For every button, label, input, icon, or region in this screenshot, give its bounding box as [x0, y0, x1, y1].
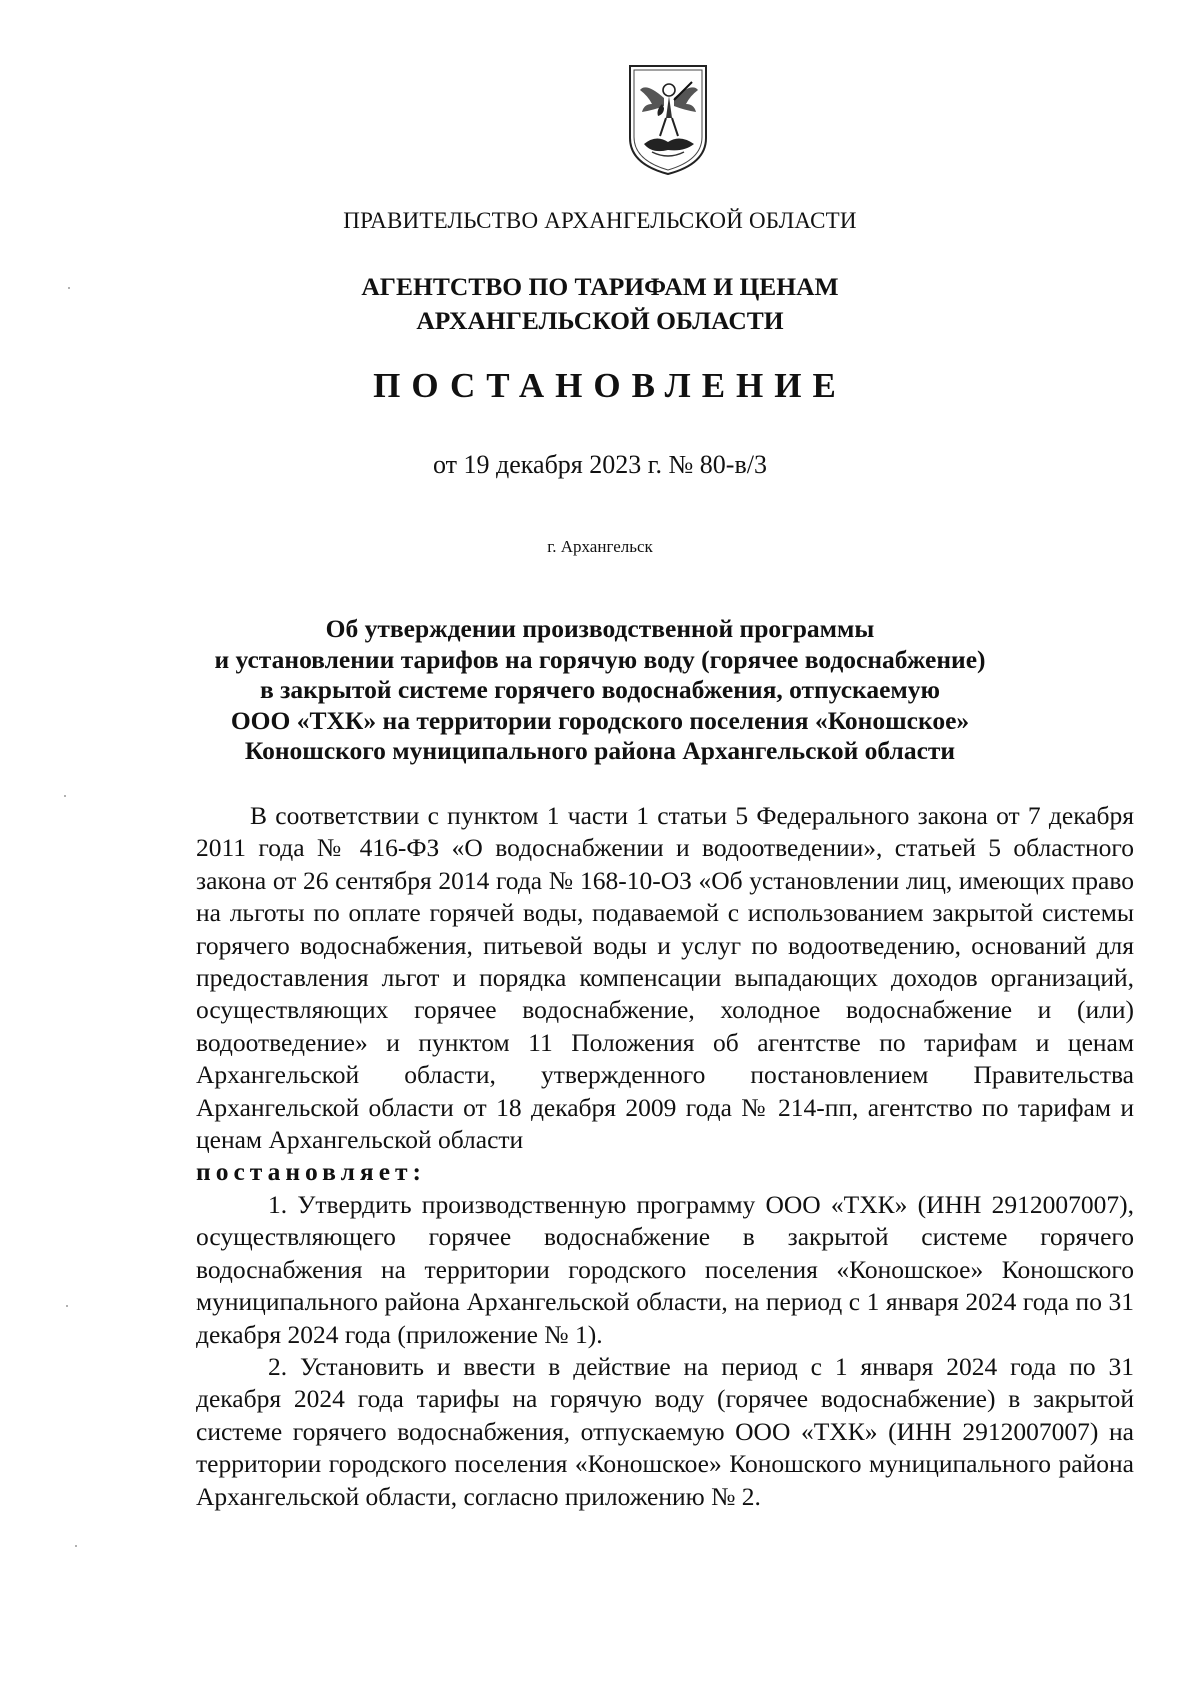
- document-city: г. Архангельск: [547, 537, 653, 556]
- government-name: ПРАВИТЕЛЬСТВО АРХАНГЕЛЬСКОЙ ОБЛАСТИ: [343, 208, 857, 233]
- scan-speck: [68, 287, 70, 289]
- coat-of-arms-icon: [622, 60, 714, 178]
- agency-name-line2: АРХАНГЕЛЬСКОЙ ОБЛАСТИ: [416, 306, 784, 335]
- title-line5: Коношского муниципального района Архангельской области: [244, 736, 956, 765]
- document-body: [196, 800, 1134, 1513]
- title-line1: Об утверждении производственной программы: [325, 614, 875, 643]
- scan-speck: [64, 795, 66, 797]
- scan-speck: [75, 1545, 77, 1547]
- item-2-paragraph: 2. Установить и ввести в действие на период с 1 января 2024 года по 31 декабря 2024 года тарифы на горячую воду (горячее водоснабжение) в закрытой системе горячего водоснабжения, отпускаемую ООО «ТХК» (ИНН 2912007007) на территории городского поселения «Коношское» Коношского муниципального района Архангельской области, согласно приложению № 2.: [196, 1351, 1134, 1511]
- document-date-number: от 19 декабря 2023 г. № 80-в/3: [433, 450, 767, 479]
- document-title: [0, 614, 1200, 767]
- scan-speck: [66, 1305, 68, 1307]
- agency-name-line1: АГЕНТСТВО ПО ТАРИФАМ И ЦЕНАМ: [361, 272, 839, 301]
- title-line2: и установлении тарифов на горячую воду (горячее водоснабжение): [214, 644, 986, 674]
- agency-name: [0, 270, 1200, 338]
- item-1-paragraph: 1. Утвердить производственную программу ООО «ТХК» (ИНН 2912007007), осуществляющего горячее водоснабжение в закрытой системе горячего водоснабжения на территории городского поселения «Коношское» Коношского муниципального района Архангельской области, на период с 1 января 2024 года по 31 декабря 2024 года (приложение № 1).: [196, 1189, 1134, 1349]
- title-line3: в закрытой системе горячего водоснабжения, отпускаемую: [259, 675, 941, 704]
- preamble-paragraph: В соответствии с пунктом 1 части 1 статьи 5 Федерального закона от 7 декабря 2011 года № 416-ФЗ «О водоснабжении и водоотведении», статьей 5 областного закона от 26 сентября 2014 года № 168-10-ОЗ «Об установлении лиц, имеющих право на льготы по оплате горячей воды, подаваемой с использованием закрытой системы горячего водоснабжения, питьевой воды и услуг по водоотведению, оснований для предоставления льгот и порядка компенсации выпадающих доходов организаций, осуществляющих горячее водоснабжение, холодное водоснабжение и (или) водоотведение» и пунктом 11 Положения об агентстве по тарифам и ценам Архангельской области, утвержденного постановлением Правительства Архангельской области от 18 декабря 2009 года № 214-пп, агентство по тарифам и ценам Архангельской области: [196, 801, 1134, 1155]
- document-type: ПОСТАНОВЛЕНИЕ: [373, 366, 847, 405]
- title-line4: ООО «ТХК» на территории городского поселения «Коношское»: [230, 705, 970, 735]
- resolves-word: постановляет:: [196, 1157, 427, 1187]
